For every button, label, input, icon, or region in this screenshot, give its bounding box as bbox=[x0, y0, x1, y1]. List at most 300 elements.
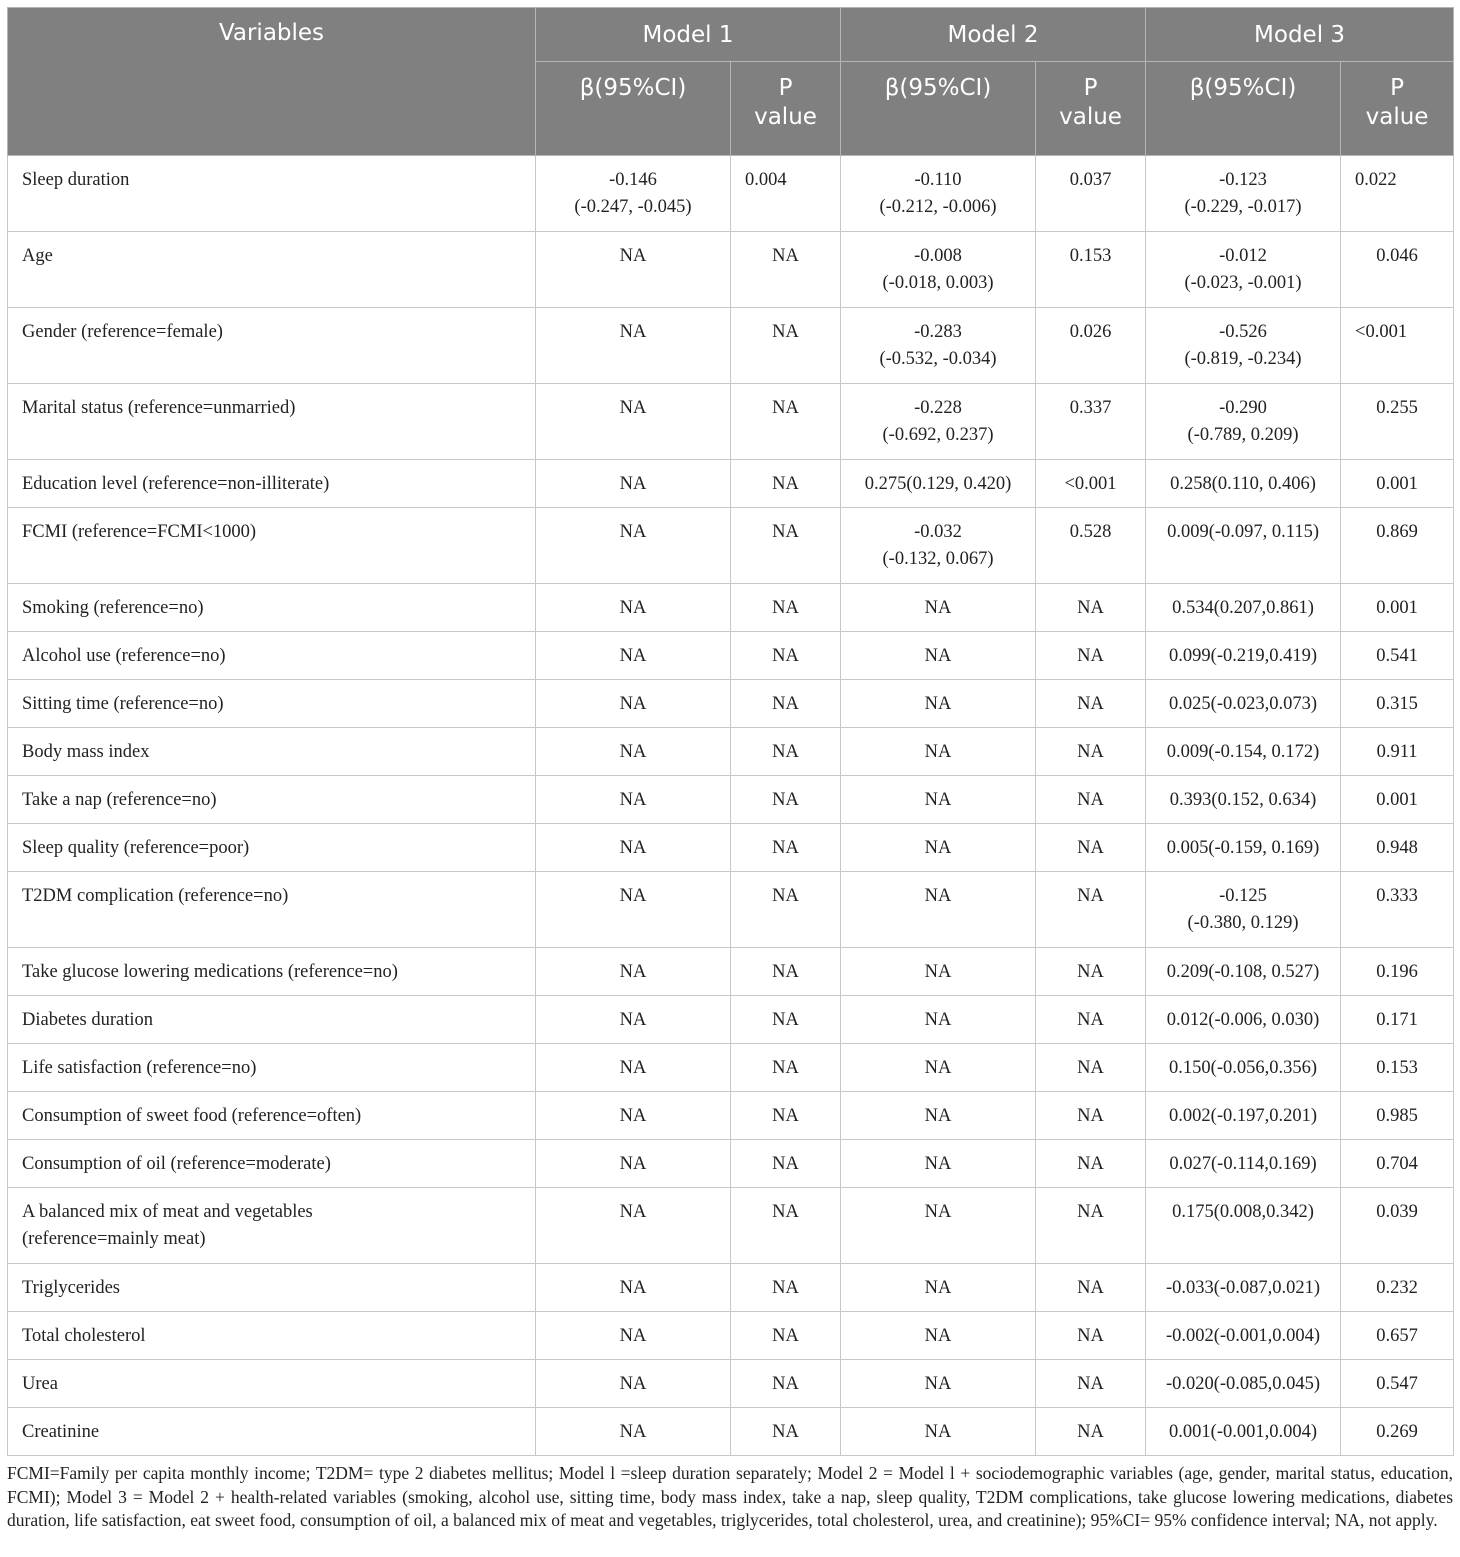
model-2-beta-cell bbox=[841, 156, 1036, 232]
model-2-beta-cell bbox=[841, 308, 1036, 384]
model-2-p-value: NA bbox=[1036, 996, 1146, 1044]
model-1-beta-cell bbox=[536, 1264, 731, 1312]
model-1-p-value: 0.004 bbox=[731, 156, 841, 232]
variable-name bbox=[8, 1188, 536, 1264]
beta-estimate: NA bbox=[619, 886, 647, 906]
beta-estimate: -0.002(-0.001,0.004) bbox=[1165, 1326, 1321, 1346]
beta-estimate: NA bbox=[924, 694, 952, 714]
beta-estimate: NA bbox=[619, 1010, 647, 1030]
header-model-2: Model 2 bbox=[841, 8, 1146, 62]
model-2-p-value: 0.528 bbox=[1036, 508, 1146, 584]
model-2-beta-cell bbox=[841, 1092, 1036, 1140]
variable-name bbox=[8, 1408, 536, 1456]
model-1-beta-cell bbox=[536, 680, 731, 728]
table-row bbox=[8, 1312, 1454, 1360]
model-2-beta-cell bbox=[841, 1312, 1036, 1360]
beta-estimate: -0.012 bbox=[1219, 246, 1267, 266]
beta-estimate: 0.099(-0.219,0.419) bbox=[1169, 646, 1318, 666]
model-1-p-value: NA bbox=[731, 1408, 841, 1456]
model-2-p-value: NA bbox=[1036, 1360, 1146, 1408]
beta-estimate: NA bbox=[924, 1422, 952, 1442]
beta-estimate: NA bbox=[924, 1202, 952, 1222]
model-3-beta-cell bbox=[1146, 1408, 1341, 1456]
beta-estimate: -0.032 bbox=[914, 522, 962, 542]
model-2-p-value: 0.153 bbox=[1036, 232, 1146, 308]
beta-estimate: 0.175(0.008,0.342) bbox=[1172, 1202, 1314, 1222]
model-1-beta-cell bbox=[536, 728, 731, 776]
model-1-beta-cell bbox=[536, 1408, 731, 1456]
variable-name-line: Body mass index bbox=[22, 742, 150, 762]
variable-name-line: Age bbox=[22, 246, 53, 266]
beta-estimate: NA bbox=[619, 1326, 647, 1346]
model-3-p-value: 0.001 bbox=[1341, 776, 1454, 824]
beta-estimate: NA bbox=[619, 474, 647, 494]
variable-name bbox=[8, 1044, 536, 1092]
variable-name-line: Education level (reference=non-illiterate) bbox=[22, 474, 330, 494]
beta-estimate: NA bbox=[619, 398, 647, 418]
model-3-p-value: 0.046 bbox=[1341, 232, 1454, 308]
header-p-model-2 bbox=[1036, 62, 1146, 156]
confidence-interval: (-0.692, 0.237) bbox=[882, 425, 994, 445]
model-2-p-value: <0.001 bbox=[1036, 460, 1146, 508]
table-row bbox=[8, 508, 1454, 584]
table-row bbox=[8, 1140, 1454, 1188]
variable-name bbox=[8, 1092, 536, 1140]
model-3-p-value: 0.039 bbox=[1341, 1188, 1454, 1264]
beta-estimate: NA bbox=[619, 246, 647, 266]
table-row bbox=[8, 584, 1454, 632]
header-p-line1: P bbox=[1390, 75, 1404, 101]
model-1-beta-cell bbox=[536, 872, 731, 948]
beta-estimate: NA bbox=[619, 646, 647, 666]
model-3-p-value: 0.153 bbox=[1341, 1044, 1454, 1092]
model-2-beta-cell bbox=[841, 632, 1036, 680]
model-3-p-value: 0.948 bbox=[1341, 824, 1454, 872]
header-p-line2: value bbox=[754, 104, 817, 130]
model-2-beta-cell bbox=[841, 728, 1036, 776]
model-2-p-value: NA bbox=[1036, 1092, 1146, 1140]
model-1-beta-cell bbox=[536, 308, 731, 384]
beta-estimate: 0.012(-0.006, 0.030) bbox=[1166, 1010, 1320, 1030]
beta-estimate: -0.283 bbox=[914, 322, 962, 342]
beta-estimate: 0.009(-0.154, 0.172) bbox=[1166, 742, 1320, 762]
model-3-p-value: 0.547 bbox=[1341, 1360, 1454, 1408]
confidence-interval: (-0.132, 0.067) bbox=[882, 549, 994, 569]
model-2-p-value: NA bbox=[1036, 728, 1146, 776]
variable-name-line: Take glucose lowering medications (reference=no) bbox=[22, 962, 398, 982]
table-row bbox=[8, 232, 1454, 308]
model-3-beta-cell bbox=[1146, 232, 1341, 308]
beta-estimate: NA bbox=[619, 962, 647, 982]
variable-name bbox=[8, 156, 536, 232]
beta-estimate: NA bbox=[924, 886, 952, 906]
model-1-p-value: NA bbox=[731, 384, 841, 460]
variable-name-line: Marital status (reference=unmarried) bbox=[22, 398, 296, 418]
beta-estimate: NA bbox=[924, 1106, 952, 1126]
table-row bbox=[8, 680, 1454, 728]
beta-estimate: NA bbox=[619, 1374, 647, 1394]
model-1-beta-cell bbox=[536, 384, 731, 460]
header-model-1: Model 1 bbox=[536, 8, 841, 62]
beta-estimate: -0.123 bbox=[1219, 170, 1267, 190]
beta-estimate: NA bbox=[924, 1058, 952, 1078]
beta-estimate: NA bbox=[619, 1058, 647, 1078]
beta-estimate: -0.008 bbox=[914, 246, 962, 266]
table-row bbox=[8, 308, 1454, 384]
model-3-p-value: 0.022 bbox=[1341, 156, 1454, 232]
beta-estimate: NA bbox=[924, 838, 952, 858]
model-2-p-value: NA bbox=[1036, 584, 1146, 632]
model-1-p-value: NA bbox=[731, 948, 841, 996]
confidence-interval: (-0.532, -0.034) bbox=[879, 349, 997, 369]
model-1-beta-cell bbox=[536, 632, 731, 680]
model-1-p-value: NA bbox=[731, 824, 841, 872]
model-2-beta-cell bbox=[841, 948, 1036, 996]
variable-name bbox=[8, 384, 536, 460]
model-3-p-value: 0.985 bbox=[1341, 1092, 1454, 1140]
model-1-p-value: NA bbox=[731, 728, 841, 776]
beta-estimate: -0.020(-0.085,0.045) bbox=[1165, 1374, 1321, 1394]
beta-estimate: NA bbox=[924, 1154, 952, 1174]
model-2-beta-cell bbox=[841, 1264, 1036, 1312]
model-1-p-value: NA bbox=[731, 308, 841, 384]
variable-name bbox=[8, 728, 536, 776]
confidence-interval: (-0.212, -0.006) bbox=[879, 197, 997, 217]
model-2-p-value: NA bbox=[1036, 948, 1146, 996]
table-row bbox=[8, 1092, 1454, 1140]
model-3-p-value: 0.911 bbox=[1341, 728, 1454, 776]
beta-estimate: -0.290 bbox=[1219, 398, 1267, 418]
model-1-p-value: NA bbox=[731, 996, 841, 1044]
table-row bbox=[8, 460, 1454, 508]
model-2-beta-cell bbox=[841, 460, 1036, 508]
model-2-p-value: NA bbox=[1036, 824, 1146, 872]
model-3-beta-cell bbox=[1146, 1264, 1341, 1312]
model-2-beta-cell bbox=[841, 1408, 1036, 1456]
variable-name bbox=[8, 508, 536, 584]
model-2-beta-cell bbox=[841, 680, 1036, 728]
model-3-p-value: 0.333 bbox=[1341, 872, 1454, 948]
variable-name-line: Sleep quality (reference=poor) bbox=[22, 838, 250, 858]
beta-estimate: NA bbox=[924, 646, 952, 666]
model-2-beta-cell bbox=[841, 584, 1036, 632]
model-2-p-value: NA bbox=[1036, 1140, 1146, 1188]
beta-estimate: NA bbox=[619, 1202, 647, 1222]
beta-estimate: NA bbox=[924, 1010, 952, 1030]
variable-name-line: Gender (reference=female) bbox=[22, 322, 223, 342]
beta-estimate: -0.125 bbox=[1219, 886, 1267, 906]
model-3-p-value: 0.196 bbox=[1341, 948, 1454, 996]
model-1-beta-cell bbox=[536, 948, 731, 996]
model-3-p-value: 0.704 bbox=[1341, 1140, 1454, 1188]
model-3-beta-cell bbox=[1146, 384, 1341, 460]
model-2-p-value: NA bbox=[1036, 1044, 1146, 1092]
variable-name bbox=[8, 948, 536, 996]
variable-name bbox=[8, 776, 536, 824]
table-row bbox=[8, 776, 1454, 824]
beta-estimate: NA bbox=[619, 694, 647, 714]
confidence-interval: (-0.229, -0.017) bbox=[1184, 197, 1302, 217]
model-1-p-value: NA bbox=[731, 1312, 841, 1360]
table-row bbox=[8, 1408, 1454, 1456]
model-1-p-value: NA bbox=[731, 1044, 841, 1092]
model-1-beta-cell bbox=[536, 1140, 731, 1188]
model-1-beta-cell bbox=[536, 584, 731, 632]
model-3-beta-cell bbox=[1146, 1092, 1341, 1140]
variable-name bbox=[8, 824, 536, 872]
variable-name-line: T2DM complication (reference=no) bbox=[22, 886, 289, 906]
beta-estimate: NA bbox=[924, 1278, 952, 1298]
beta-estimate: 0.009(-0.097, 0.115) bbox=[1167, 522, 1319, 542]
variable-name bbox=[8, 584, 536, 632]
model-1-p-value: NA bbox=[731, 680, 841, 728]
confidence-interval: (-0.789, 0.209) bbox=[1187, 425, 1299, 445]
model-1-p-value: NA bbox=[731, 584, 841, 632]
model-1-beta-cell bbox=[536, 1044, 731, 1092]
variable-name-line: Consumption of sweet food (reference=often) bbox=[22, 1106, 362, 1126]
model-2-beta-cell bbox=[841, 1044, 1036, 1092]
model-3-p-value: 0.001 bbox=[1341, 460, 1454, 508]
model-3-beta-cell bbox=[1146, 632, 1341, 680]
model-3-beta-cell bbox=[1146, 680, 1341, 728]
model-3-p-value: 0.171 bbox=[1341, 996, 1454, 1044]
beta-estimate: NA bbox=[619, 1106, 647, 1126]
model-1-beta-cell bbox=[536, 1312, 731, 1360]
model-3-p-value: <0.001 bbox=[1341, 308, 1454, 384]
table-footnote: FCMI=Family per capita monthly income; T2DM= type 2 diabetes mellitus; Model l =sleep duration separately; Model 2 = Model l + sociodemographic variables (age, gender, marital status, education, FCMI); Model 3 = Model 2 + health-related variables (smoking, alcohol use, sitting time, body mass index, take a nap, sleep quality, T2DM complications, take glucose lowering medications, diabetes duration, life satisfaction, eat sweet food, consumption of oil, a balanced mix of meat and vegetables, triglycerides, total cholesterol, urea, and creatinine); 95%CI= 95% confidence interval; NA, not apply. bbox=[7, 1463, 1453, 1530]
model-3-beta-cell bbox=[1146, 1140, 1341, 1188]
variable-name bbox=[8, 1312, 536, 1360]
regression-table bbox=[7, 7, 1454, 1456]
beta-estimate: NA bbox=[619, 790, 647, 810]
model-3-beta-cell bbox=[1146, 948, 1341, 996]
table-row bbox=[8, 996, 1454, 1044]
model-1-beta-cell bbox=[536, 156, 731, 232]
beta-estimate: NA bbox=[619, 838, 647, 858]
beta-estimate: -0.526 bbox=[1219, 322, 1267, 342]
model-3-beta-cell bbox=[1146, 996, 1341, 1044]
model-1-beta-cell bbox=[536, 1092, 731, 1140]
model-2-beta-cell bbox=[841, 1140, 1036, 1188]
table-row bbox=[8, 156, 1454, 232]
beta-estimate: NA bbox=[619, 322, 647, 342]
variable-name bbox=[8, 308, 536, 384]
model-1-p-value: NA bbox=[731, 632, 841, 680]
variable-name-line: A balanced mix of meat and vegetables bbox=[22, 1202, 313, 1222]
model-1-beta-cell bbox=[536, 1360, 731, 1408]
beta-estimate: NA bbox=[924, 962, 952, 982]
beta-estimate: 0.150(-0.056,0.356) bbox=[1169, 1058, 1318, 1078]
header-p-line2: value bbox=[1059, 104, 1122, 130]
beta-estimate: NA bbox=[619, 598, 647, 618]
variable-name-line: Total cholesterol bbox=[22, 1326, 146, 1346]
model-1-beta-cell bbox=[536, 824, 731, 872]
beta-estimate: NA bbox=[924, 790, 952, 810]
model-3-beta-cell bbox=[1146, 1044, 1341, 1092]
beta-estimate: -0.146 bbox=[609, 170, 657, 190]
table-row bbox=[8, 1264, 1454, 1312]
beta-estimate: 0.027(-0.114,0.169) bbox=[1169, 1154, 1317, 1174]
confidence-interval: (-0.023, -0.001) bbox=[1184, 273, 1302, 293]
model-3-beta-cell bbox=[1146, 776, 1341, 824]
beta-estimate: NA bbox=[924, 1326, 952, 1346]
variable-name-line: Triglycerides bbox=[22, 1278, 120, 1298]
model-3-p-value: 0.232 bbox=[1341, 1264, 1454, 1312]
beta-estimate: 0.002(-0.197,0.201) bbox=[1169, 1106, 1318, 1126]
header-p-line1: P bbox=[1083, 75, 1098, 101]
model-1-beta-cell bbox=[536, 232, 731, 308]
model-2-beta-cell bbox=[841, 872, 1036, 948]
variable-name bbox=[8, 632, 536, 680]
model-2-beta-cell bbox=[841, 384, 1036, 460]
model-3-beta-cell bbox=[1146, 1360, 1341, 1408]
model-3-p-value: 0.657 bbox=[1341, 1312, 1454, 1360]
table-row bbox=[8, 824, 1454, 872]
model-2-p-value: NA bbox=[1036, 1188, 1146, 1264]
model-2-p-value: NA bbox=[1036, 1264, 1146, 1312]
model-3-beta-cell bbox=[1146, 1312, 1341, 1360]
beta-estimate: NA bbox=[924, 598, 952, 618]
beta-estimate: NA bbox=[924, 742, 952, 762]
model-2-p-value: NA bbox=[1036, 872, 1146, 948]
model-2-beta-cell bbox=[841, 232, 1036, 308]
model-3-beta-cell bbox=[1146, 584, 1341, 632]
header-beta-model-1: β(95%CI) bbox=[536, 62, 731, 156]
table-row bbox=[8, 384, 1454, 460]
header-model-3: Model 3 bbox=[1146, 8, 1454, 62]
model-1-beta-cell bbox=[536, 460, 731, 508]
table-row bbox=[8, 632, 1454, 680]
model-1-p-value: NA bbox=[731, 1140, 841, 1188]
model-2-beta-cell bbox=[841, 1188, 1036, 1264]
model-3-p-value: 0.255 bbox=[1341, 384, 1454, 460]
header-beta-model-3: β(95%CI) bbox=[1146, 62, 1341, 156]
variable-name bbox=[8, 460, 536, 508]
variable-name-line: (reference=mainly meat) bbox=[22, 1229, 206, 1249]
beta-estimate: -0.228 bbox=[914, 398, 962, 418]
model-2-p-value: 0.026 bbox=[1036, 308, 1146, 384]
model-3-p-value: 0.269 bbox=[1341, 1408, 1454, 1456]
beta-estimate: 0.025(-0.023,0.073) bbox=[1169, 694, 1318, 714]
variable-name bbox=[8, 680, 536, 728]
table-row bbox=[8, 872, 1454, 948]
confidence-interval: (-0.380, 0.129) bbox=[1187, 913, 1299, 933]
model-1-p-value: NA bbox=[731, 872, 841, 948]
beta-estimate: 0.209(-0.108, 0.527) bbox=[1166, 962, 1320, 982]
model-1-p-value: NA bbox=[731, 1360, 841, 1408]
model-2-p-value: NA bbox=[1036, 632, 1146, 680]
model-3-p-value: 0.541 bbox=[1341, 632, 1454, 680]
variable-name bbox=[8, 872, 536, 948]
model-2-beta-cell bbox=[841, 776, 1036, 824]
model-1-p-value: NA bbox=[731, 1092, 841, 1140]
beta-estimate: 0.001(-0.001,0.004) bbox=[1169, 1422, 1318, 1442]
variable-name bbox=[8, 996, 536, 1044]
beta-estimate: NA bbox=[619, 742, 647, 762]
variable-name-line: Urea bbox=[22, 1374, 58, 1394]
variable-name bbox=[8, 1264, 536, 1312]
confidence-interval: (-0.819, -0.234) bbox=[1184, 349, 1302, 369]
variable-name-line: Consumption of oil (reference=moderate) bbox=[22, 1154, 331, 1174]
beta-estimate: NA bbox=[619, 1278, 647, 1298]
table-header bbox=[8, 8, 1454, 156]
table-body bbox=[8, 156, 1454, 1456]
header-beta-model-2: β(95%CI) bbox=[841, 62, 1036, 156]
model-3-beta-cell bbox=[1146, 872, 1341, 948]
model-1-beta-cell bbox=[536, 776, 731, 824]
beta-estimate: 0.534(0.207,0.861) bbox=[1172, 598, 1314, 618]
beta-estimate: NA bbox=[924, 1374, 952, 1394]
beta-estimate: 0.275(0.129, 0.420) bbox=[864, 474, 1012, 494]
model-1-p-value: NA bbox=[731, 1188, 841, 1264]
table-row bbox=[8, 1044, 1454, 1092]
beta-estimate: NA bbox=[619, 1154, 647, 1174]
model-2-p-value: NA bbox=[1036, 1408, 1146, 1456]
model-3-p-value: 0.315 bbox=[1341, 680, 1454, 728]
variable-name bbox=[8, 1360, 536, 1408]
model-3-beta-cell bbox=[1146, 1188, 1341, 1264]
model-2-beta-cell bbox=[841, 508, 1036, 584]
variable-name bbox=[8, 232, 536, 308]
model-2-p-value: 0.037 bbox=[1036, 156, 1146, 232]
model-3-beta-cell bbox=[1146, 308, 1341, 384]
model-3-p-value: 0.001 bbox=[1341, 584, 1454, 632]
model-2-p-value: NA bbox=[1036, 1312, 1146, 1360]
model-3-beta-cell bbox=[1146, 508, 1341, 584]
model-3-beta-cell bbox=[1146, 156, 1341, 232]
model-3-p-value: 0.869 bbox=[1341, 508, 1454, 584]
table-row bbox=[8, 1360, 1454, 1408]
confidence-interval: (-0.018, 0.003) bbox=[882, 273, 994, 293]
variable-name-line: Smoking (reference=no) bbox=[22, 598, 204, 618]
beta-estimate: 0.258(0.110, 0.406) bbox=[1170, 474, 1316, 494]
variable-name-line: Take a nap (reference=no) bbox=[22, 790, 217, 810]
table-row bbox=[8, 948, 1454, 996]
table-row bbox=[8, 728, 1454, 776]
header-p-model-1 bbox=[731, 62, 841, 156]
model-1-p-value: NA bbox=[731, 776, 841, 824]
variable-name-line: Sitting time (reference=no) bbox=[22, 694, 224, 714]
header-p-model-3 bbox=[1341, 62, 1454, 156]
confidence-interval: (-0.247, -0.045) bbox=[574, 197, 692, 217]
model-2-beta-cell bbox=[841, 996, 1036, 1044]
variable-name-line: Life satisfaction (reference=no) bbox=[22, 1058, 257, 1078]
model-1-p-value: NA bbox=[731, 1264, 841, 1312]
header-variables: Variables bbox=[8, 8, 536, 156]
model-1-p-value: NA bbox=[731, 232, 841, 308]
beta-estimate: NA bbox=[619, 1422, 647, 1442]
table-row bbox=[8, 1188, 1454, 1264]
variable-name bbox=[8, 1140, 536, 1188]
model-1-beta-cell bbox=[536, 1188, 731, 1264]
beta-estimate: -0.110 bbox=[914, 170, 962, 190]
results-table-figure bbox=[7, 7, 1453, 1533]
variable-name-line: Diabetes duration bbox=[22, 1010, 153, 1030]
beta-estimate: NA bbox=[619, 522, 647, 542]
model-1-p-value: NA bbox=[731, 460, 841, 508]
variable-name-line: Alcohol use (reference=no) bbox=[22, 646, 226, 666]
model-3-beta-cell bbox=[1146, 824, 1341, 872]
model-2-p-value: 0.337 bbox=[1036, 384, 1146, 460]
model-1-p-value: NA bbox=[731, 508, 841, 584]
beta-estimate: 0.005(-0.159, 0.169) bbox=[1166, 838, 1320, 858]
model-2-p-value: NA bbox=[1036, 680, 1146, 728]
beta-estimate: 0.393(0.152, 0.634) bbox=[1169, 790, 1317, 810]
model-2-beta-cell bbox=[841, 1360, 1036, 1408]
model-2-p-value: NA bbox=[1036, 776, 1146, 824]
beta-estimate: -0.033(-0.087,0.021) bbox=[1165, 1278, 1321, 1298]
model-3-beta-cell bbox=[1146, 728, 1341, 776]
